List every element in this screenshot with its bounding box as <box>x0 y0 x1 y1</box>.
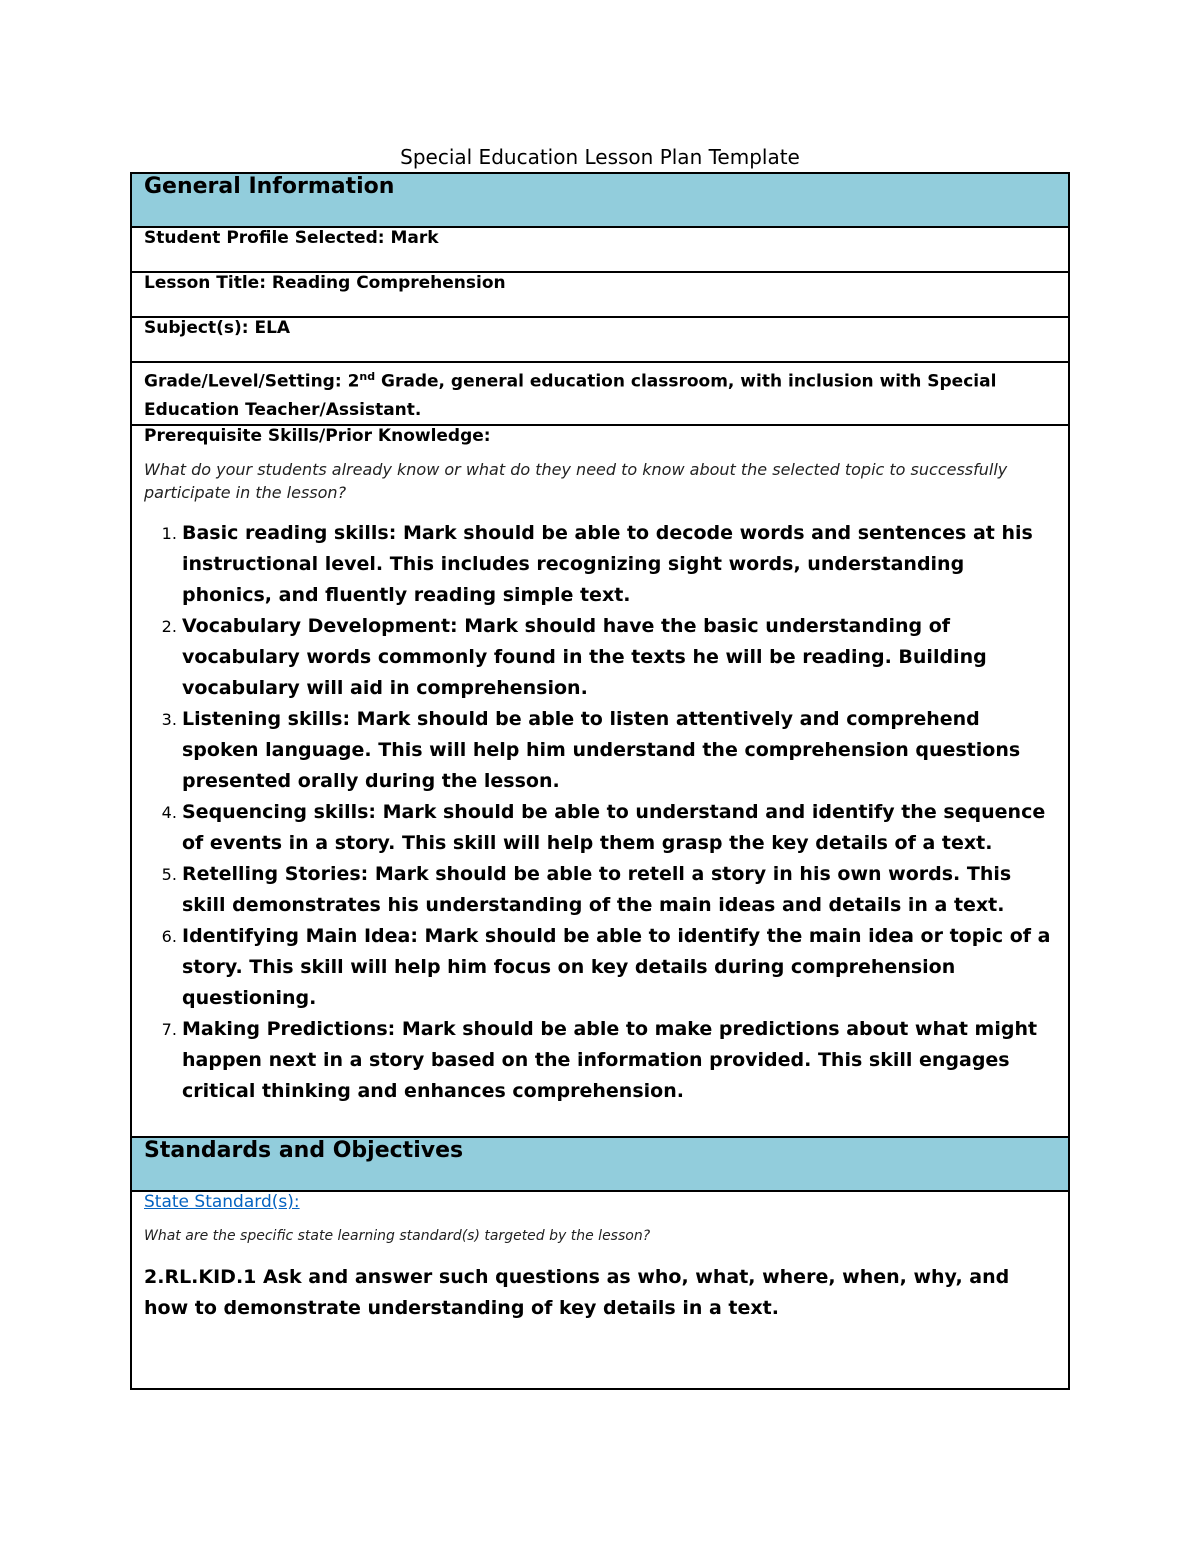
grade-setting-text: Grade, general education classroom, with inclusion with Special Education Teacher/Assistant. <box>144 371 997 420</box>
prerequisite-skills-row <box>131 425 1069 1137</box>
prerequisite-prompt: What do your students already know or what do they need to know about the selected topic to successfully participate in the lesson? <box>144 460 1008 502</box>
grade-level-setting-field[interactable] <box>131 362 1069 425</box>
section-heading: Standards and Objectives <box>131 1137 1069 1191</box>
document-title: Special Education Lesson Plan Template <box>400 145 800 169</box>
standard-text: 2.RL.KID.1 Ask and answer such questions as who, what, where, when, why, and how to demonstrate understanding of key details in a text. <box>144 1266 1010 1319</box>
student-profile-field[interactable]: Student Profile Selected: Mark <box>131 227 1069 272</box>
list-item: 7. Making Predictions: Mark should be able to make predictions about what might happen next in a story based on the information provided. This skill engages critical thinking and enhances comprehension. <box>182 1014 1056 1107</box>
list-item: 2. Vocabulary Development: Mark should have the basic understanding of vocabulary words commonly found in the texts he will be reading. Building vocabulary will aid in comprehension. <box>182 611 1056 704</box>
grade-prefix: Grade/Level/Setting: 2 <box>144 371 360 392</box>
standards-prompt: What are the specific state learning standard(s) targeted by the lesson? <box>144 1228 651 1244</box>
state-standards-cell[interactable] <box>131 1191 1069 1389</box>
list-item: 4. Sequencing skills: Mark should be able to understand and identify the sequence of events in a story. This skill will help them grasp the key details of a text. <box>182 797 1056 859</box>
state-standards-row <box>131 1191 1069 1389</box>
prerequisite-label: Prerequisite Skills/Prior Knowledge: <box>144 426 491 446</box>
prerequisite-skills-cell[interactable] <box>131 425 1069 1137</box>
standards-objectives-header <box>131 1137 1069 1191</box>
subjects-field[interactable]: Subject(s): ELA <box>131 317 1069 362</box>
list-item: 3. Listening skills: Mark should be able to listen attentively and comprehend spoken language. This will help him understand the comprehension questions presented orally during the lesson. <box>182 704 1056 797</box>
lesson-title-field[interactable]: Lesson Title: Reading Comprehension <box>131 272 1069 317</box>
state-standards-link[interactable]: State Standard(s): <box>144 1192 300 1212</box>
lesson-plan-table <box>130 172 1070 1390</box>
list-item: 6. Identifying Main Idea: Mark should be able to identify the main idea or topic of a story. This skill will help him focus on key details during comprehension questioning. <box>182 921 1056 1014</box>
student-profile-row <box>131 227 1069 272</box>
skills-list <box>144 518 1056 1107</box>
section-heading: General Information <box>131 173 1069 227</box>
list-item: 5. Retelling Stories: Mark should be able to retell a story in his own words. This skill demonstrates his understanding of the main ideas and details in a text. <box>182 859 1056 921</box>
general-information-header <box>131 173 1069 227</box>
list-item: 1. Basic reading skills: Mark should be able to decode words and sentences at his instructional level. This includes recognizing sight words, understanding phonics, and fluently reading simple text. <box>182 518 1056 611</box>
lesson-title-row <box>131 272 1069 317</box>
grade-ordinal-suffix: nd <box>359 370 376 383</box>
grade-level-setting-row <box>131 362 1069 425</box>
subjects-row <box>131 317 1069 362</box>
